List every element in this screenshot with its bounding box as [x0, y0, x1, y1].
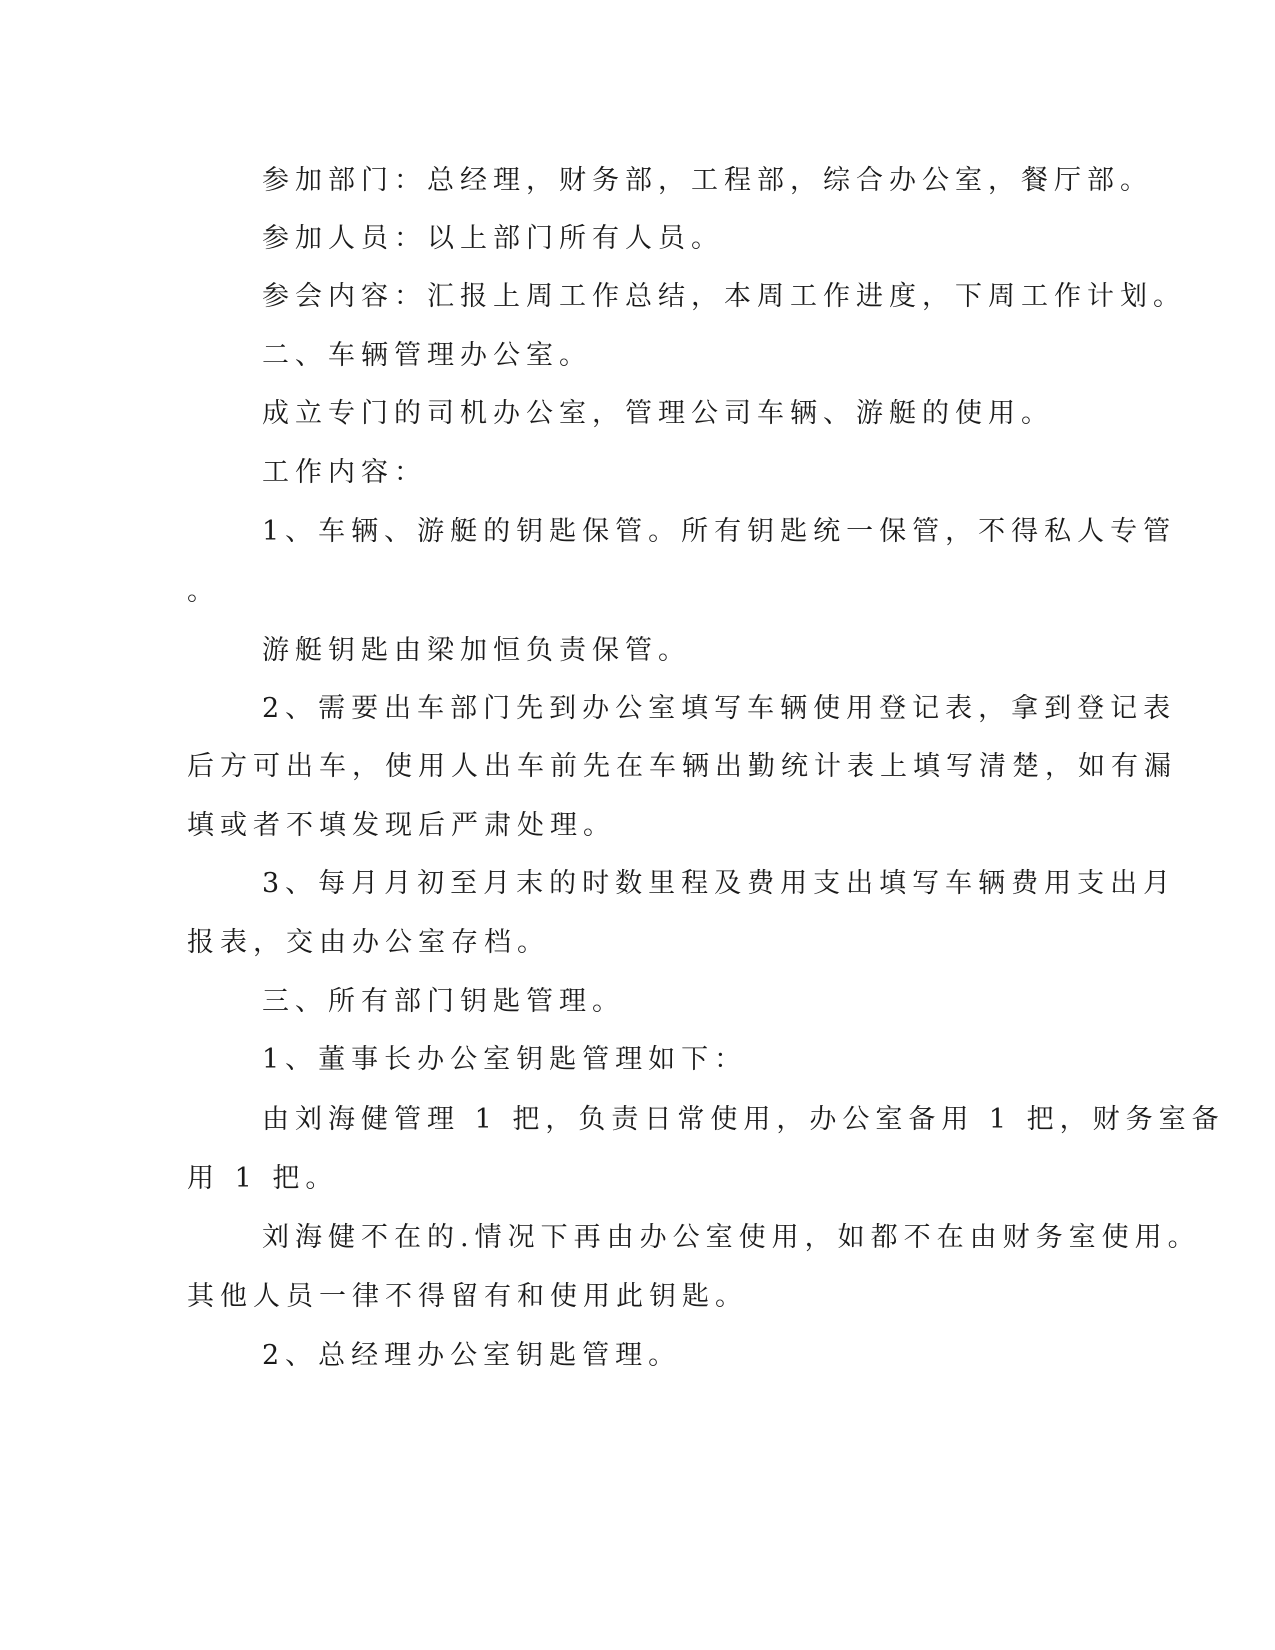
section-heading-vehicle-office: 二、车辆管理办公室。 [262, 340, 592, 371]
paragraph-work-content-label: 工作内容： [262, 457, 427, 488]
paragraph-yacht-keys: 游艇钥匙由梁加恒负责保管。 [262, 635, 691, 666]
list-item-3-line-1: 3、每月月初至月末的时数里程及费用支出填写车辆费用支出月 [262, 868, 1177, 899]
list-item-1-line-1: 1、车辆、游艇的钥匙保管。所有钥匙统一保管，不得私人专管 [262, 516, 1177, 547]
section-heading-key-management: 三、所有部门钥匙管理。 [262, 986, 625, 1017]
list-item-3-line-2: 报表，交由办公室存档。 [187, 927, 550, 958]
paragraph-driver-office: 成立专门的司机办公室，管理公司车辆、游艇的使用。 [262, 398, 1054, 429]
paragraph-key-usage-line-2: 其他人员一律不得留有和使用此钥匙。 [187, 1281, 748, 1312]
paragraph-key-holders-line-1: 由刘海健管理 1 把，负责日常使用，办公室备用 1 把，财务室备 [262, 1104, 1225, 1135]
subsection-gm-office: 2、总经理办公室钥匙管理。 [262, 1340, 682, 1371]
paragraph-departments: 参加部门：总经理，财务部，工程部，综合办公室，餐厅部。 [262, 165, 1153, 196]
paragraph-attendees: 参加人员：以上部门所有人员。 [262, 223, 724, 254]
paragraph-key-usage-line-1: 刘海健不在的.情况下再由办公室使用，如都不在由财务室使用。 [262, 1222, 1201, 1253]
list-item-2-line-1: 2、需要出车部门先到办公室填写车辆使用登记表，拿到登记表 [262, 693, 1177, 724]
list-item-2-line-2: 后方可出车，使用人出车前先在车辆出勤统计表上填写清楚，如有漏 [187, 751, 1177, 782]
list-item-2-line-3: 填或者不填发现后严肃处理。 [187, 810, 616, 841]
list-item-1-line-2: 。 [187, 576, 220, 607]
subsection-chairman-office: 1、董事长办公室钥匙管理如下： [262, 1044, 748, 1075]
paragraph-meeting-content: 参会内容：汇报上周工作总结，本周工作进度，下周工作计划。 [262, 281, 1186, 312]
paragraph-key-holders-line-2: 用 1 把。 [187, 1163, 339, 1194]
